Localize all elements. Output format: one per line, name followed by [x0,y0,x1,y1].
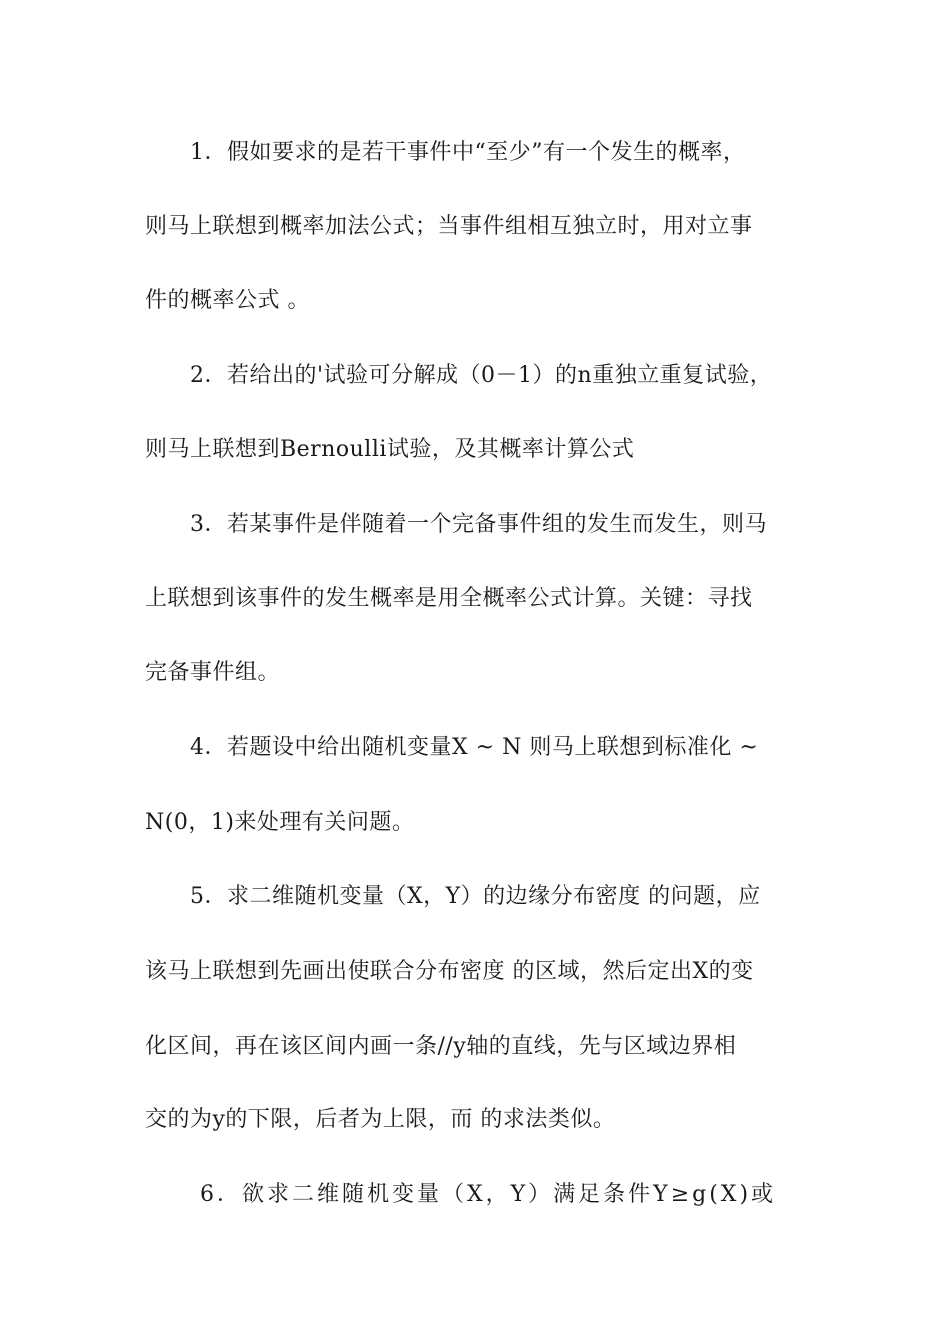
paragraph-5-line-3: 化区间，再在该区间内画一条//y轴的直线，先与区域边界相 [145,1034,737,1059]
paragraph-2-line-1: 2．若给出的'试验可分解成（0－1）的n重独立重复试验， [190,363,773,388]
paragraph-3-line-2: 上联想到该事件的发生概率是用全概率公式计算。关键：寻找 [145,586,753,611]
paragraph-4-line-2: N(0，1)来处理有关问题。 [145,810,415,835]
paragraph-5-line-2: 该马上联想到先画出使联合分布密度 的区域，然后定出X的变 [145,959,754,984]
paragraph-4-line-1: 4．若题设中给出随机变量X ~ N 则马上联想到标准化 ~ [190,735,759,760]
paragraph-2-line-2: 则马上联想到Bernoulli试验，及其概率计算公式 [145,437,635,462]
paragraph-6-line-1: 6．欲求二维随机变量（X，Y）满足条件Y≥g(X)或 [200,1182,777,1207]
paragraph-1-line-3: 件的概率公式 。 [145,288,310,313]
paragraph-1-line-2: 则马上联想到概率加法公式；当事件组相互独立时，用对立事 [145,214,753,239]
paragraph-3-line-1: 3．若某事件是伴随着一个完备事件组的发生而发生，则马 [190,512,767,537]
paragraph-5-line-1: 5．求二维随机变量（X，Y）的边缘分布密度 的问题，应 [190,884,761,909]
paragraph-1-line-1: 1．假如要求的是若干事件中“至少”有一个发生的概率， [190,140,746,165]
paragraph-5-line-4: 交的为y的下限，后者为上限，而 的求法类似。 [145,1107,616,1132]
paragraph-3-line-3: 完备事件组。 [145,660,281,685]
